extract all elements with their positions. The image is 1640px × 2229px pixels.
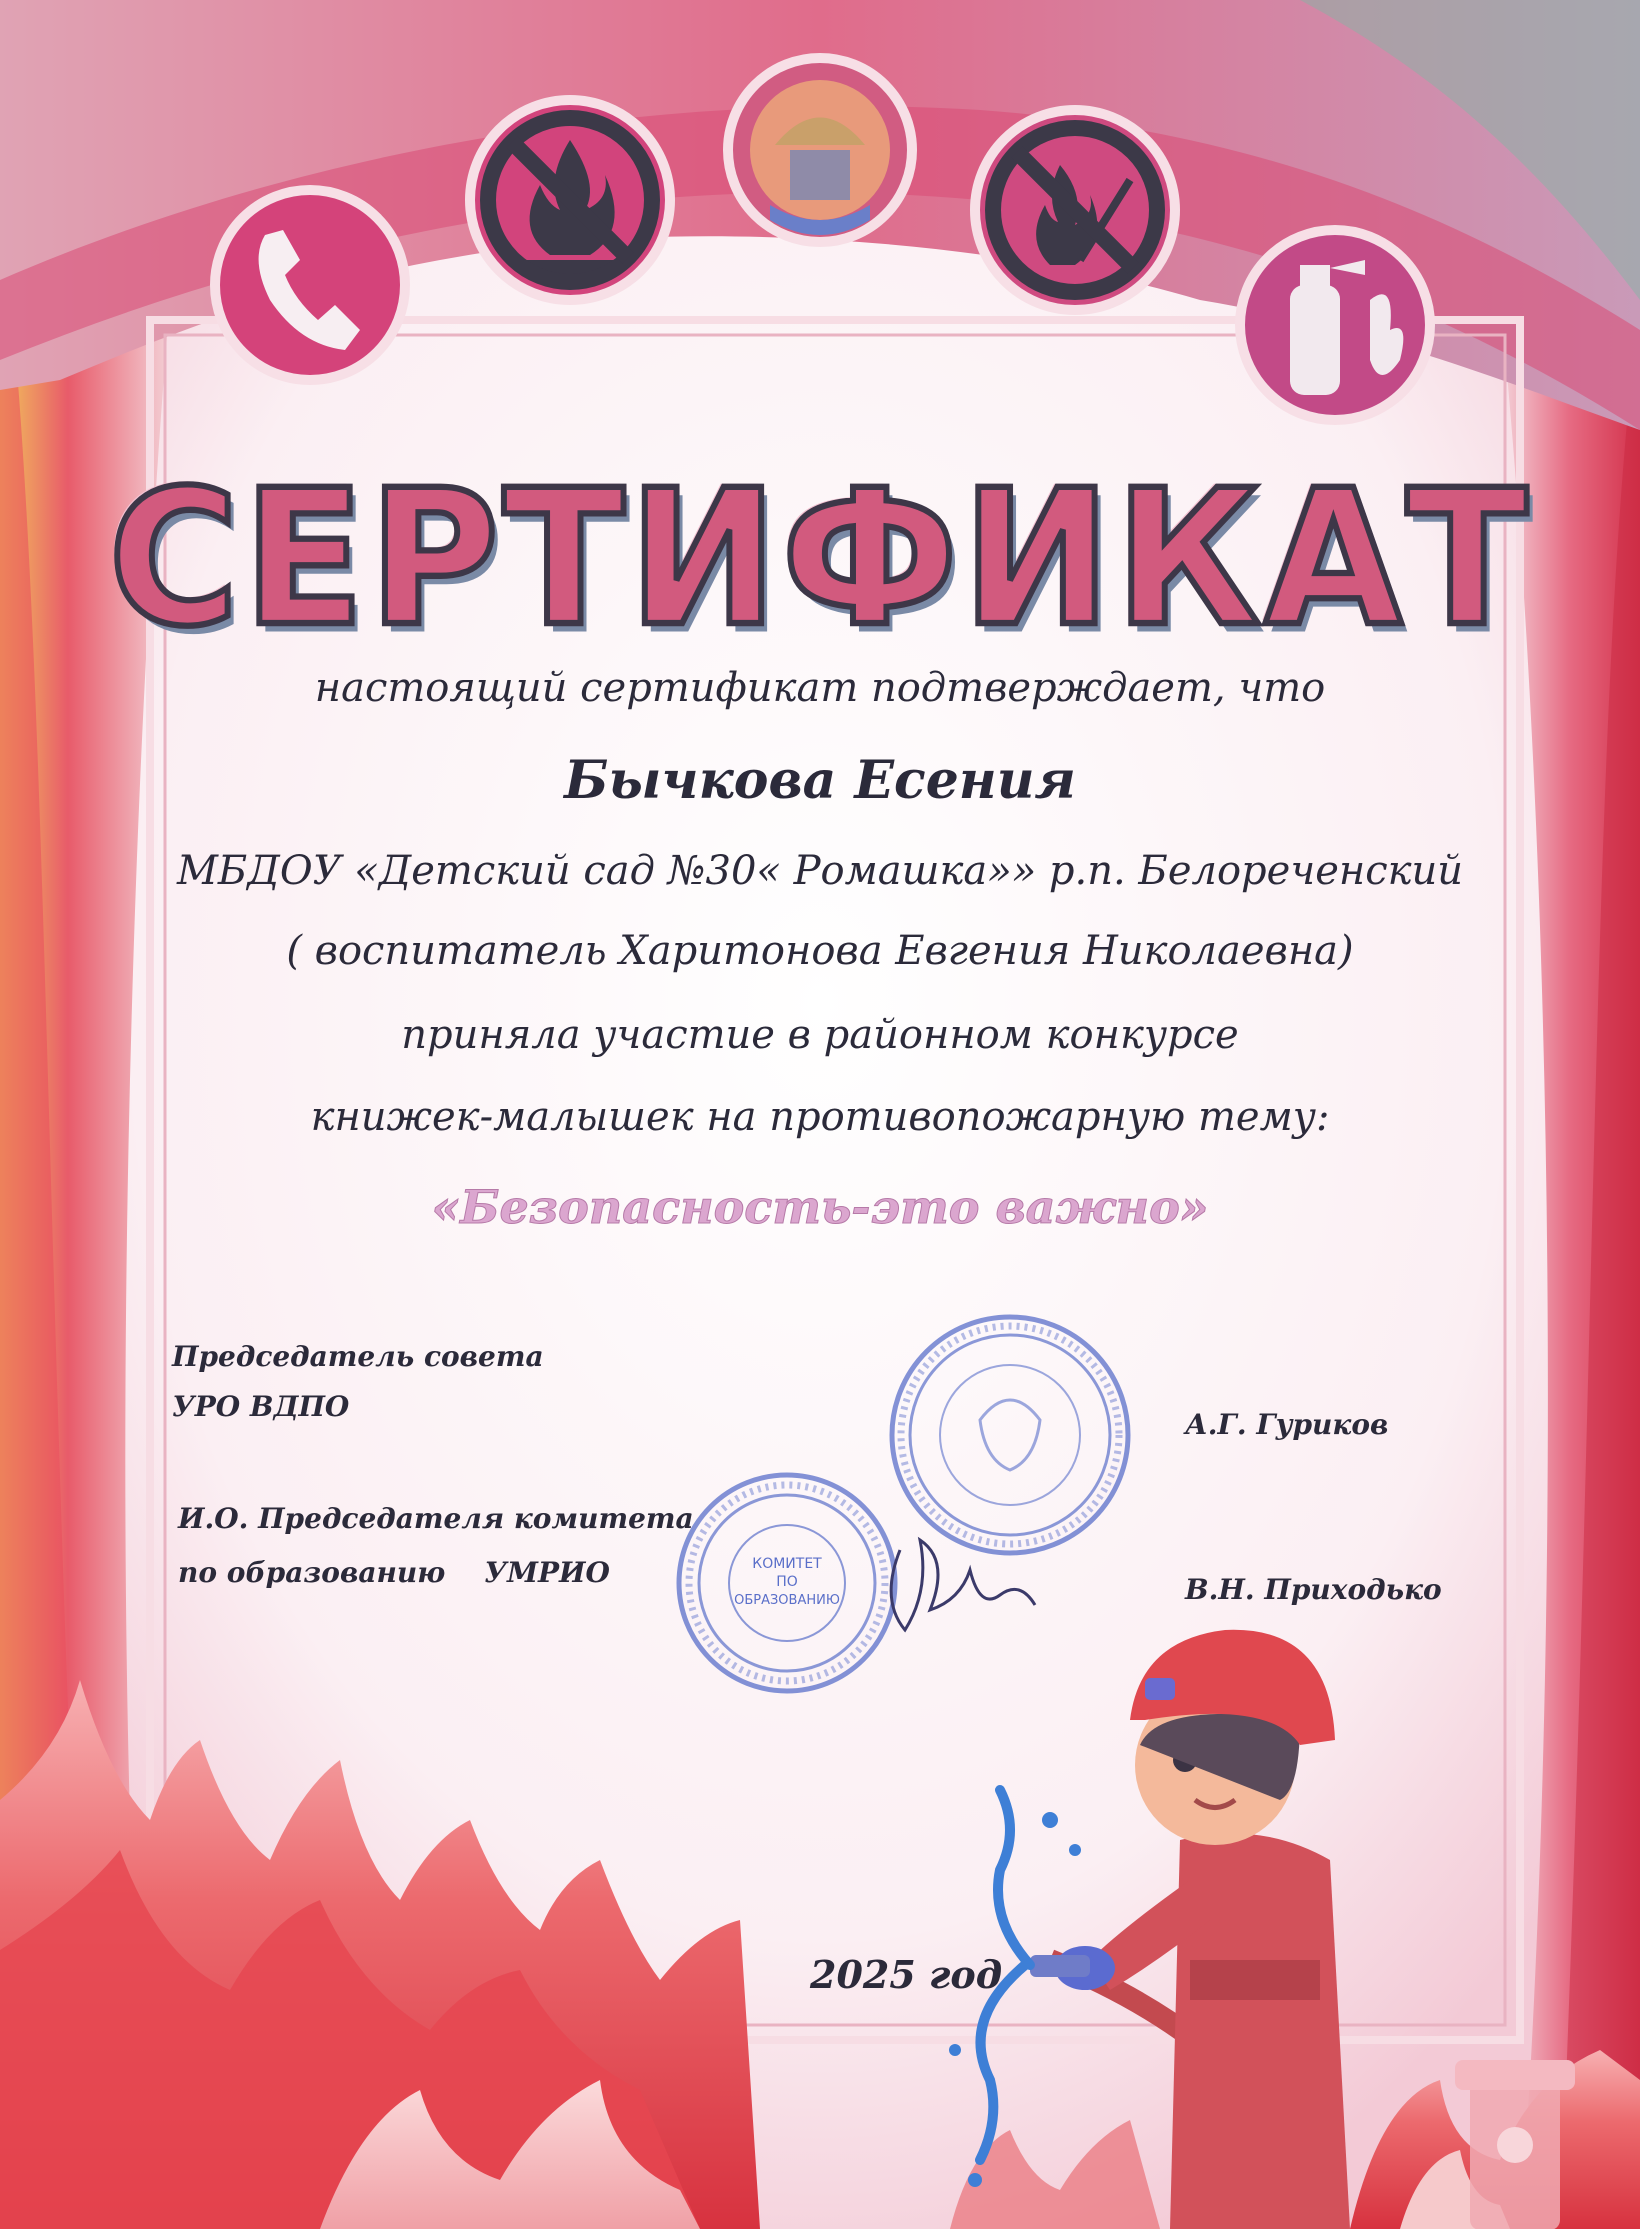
emblem-icon [728, 58, 912, 242]
certificate-year: 2025 год [810, 1952, 1003, 1997]
signature-scribble [860, 1510, 1060, 1650]
certificate-subtitle: настоящий сертификат подтверждает, что [314, 665, 1326, 711]
no-fire-icon [470, 100, 670, 300]
committee-stamp-text-3: ОБРАЗОВАНИЮ [734, 1593, 840, 1608]
phone-icon [215, 190, 405, 380]
signer-1-position-line2: УРО ВДПО [172, 1390, 350, 1423]
institution-line: МБДОУ «Детский сад №30« Ромашка»» р.п. Белореченский [176, 848, 1464, 894]
hydrant-illustration [1455, 2060, 1575, 2229]
committee-stamp-text-2: ПО [776, 1574, 798, 1590]
contest-theme: «Безопасность-это важно» [431, 1180, 1209, 1234]
participation-line: приняла участие в районном конкурсе [401, 1012, 1239, 1058]
certificate-title: СЕРТИФИКАТ [108, 449, 1532, 668]
contest-line: книжек-малышек на противопожарную тему: [310, 1094, 1330, 1140]
no-matches-icon [975, 110, 1175, 310]
signer-2-position-line1: И.О. Председателя комитета [178, 1502, 694, 1535]
teacher-line: ( воспитатель Харитонова Евгения Николаевна) [286, 928, 1354, 974]
committee-stamp-text-1: КОМИТЕТ [752, 1556, 822, 1572]
signer-2-position-line2: по образованию УМРИО [178, 1556, 610, 1589]
extinguisher-icon [1240, 230, 1430, 420]
recipient-name: Бычкова Есения [564, 750, 1076, 811]
signer-2-name: В.Н. Приходько [1185, 1573, 1442, 1606]
signer-1-position-line1: Председатель совета [172, 1340, 544, 1373]
signer-1-name: А.Г. Гуриков [1185, 1408, 1389, 1441]
